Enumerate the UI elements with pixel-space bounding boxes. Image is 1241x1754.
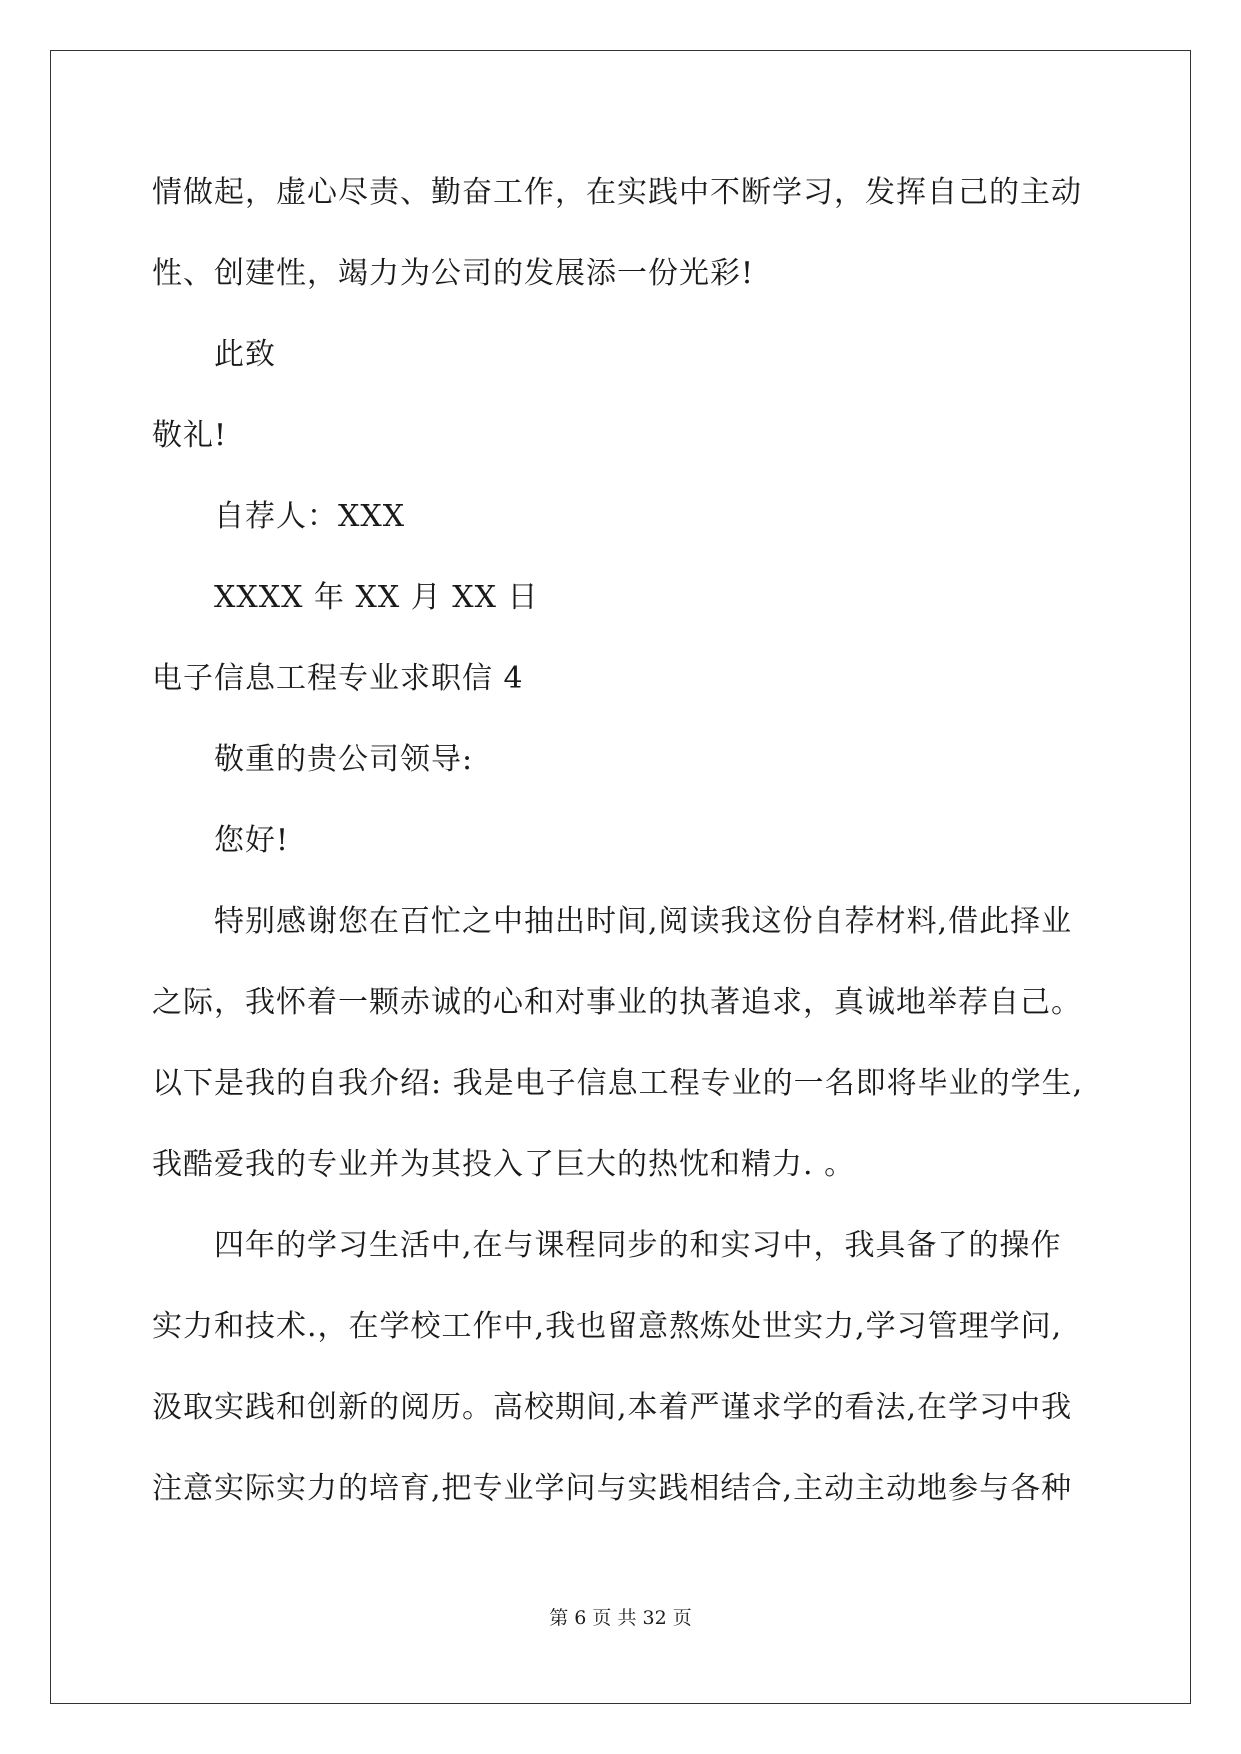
signature-name: 自荐人：XXX (214, 499, 406, 534)
body-text-line: 我酷爱我的专业并为其投入了巨大的热忱和精力. 。 (152, 1147, 856, 1182)
body-text-line: 注意实际实力的培育,把专业学问与实践相结合,主动主动地参与各种 (152, 1471, 1073, 1506)
body-text-line: 情做起，虚心尽责、勤奋工作，在实践中不断学习，发挥自己的主动 (152, 175, 1082, 210)
body-text-line: 以下是我的自我介绍: 我是电子信息工程专业的一名即将毕业的学生, (152, 1066, 1084, 1101)
page-border (50, 50, 1191, 1704)
body-text-line: 实力和技术.，在学校工作中,我也留意熬炼处世实力,学习管理学问, (152, 1309, 1063, 1344)
signature-date: XXXX 年 XX 月 XX 日 (214, 580, 539, 615)
section-heading: 电子信息工程专业求职信 4 (152, 661, 524, 696)
letter-greeting: 敬重的贵公司领导: (214, 742, 474, 777)
body-text-line: 四年的学习生活中,在与课程同步的和实习中，我具备了的操作 (214, 1228, 1062, 1263)
closing-regards: 敬礼! (152, 418, 228, 453)
body-text-line: 之际，我怀着一颗赤诚的心和对事业的执著追求，真诚地举荐自己。 (152, 985, 1082, 1020)
body-text-line: 特别感谢您在百忙之中抽出时间,阅读我这份自荐材料,借此择业 (214, 904, 1073, 939)
closing-salutation: 此致 (214, 337, 276, 372)
letter-hello: 您好! (214, 823, 290, 858)
body-text-line: 汲取实践和创新的阅历。高校期间,本着严谨求学的看法,在学习中我 (152, 1390, 1073, 1425)
body-text-line: 性、创建性，竭力为公司的发展添一份光彩! (152, 256, 755, 291)
page-number-footer: 第 6 页 共 32 页 (549, 1607, 692, 1629)
